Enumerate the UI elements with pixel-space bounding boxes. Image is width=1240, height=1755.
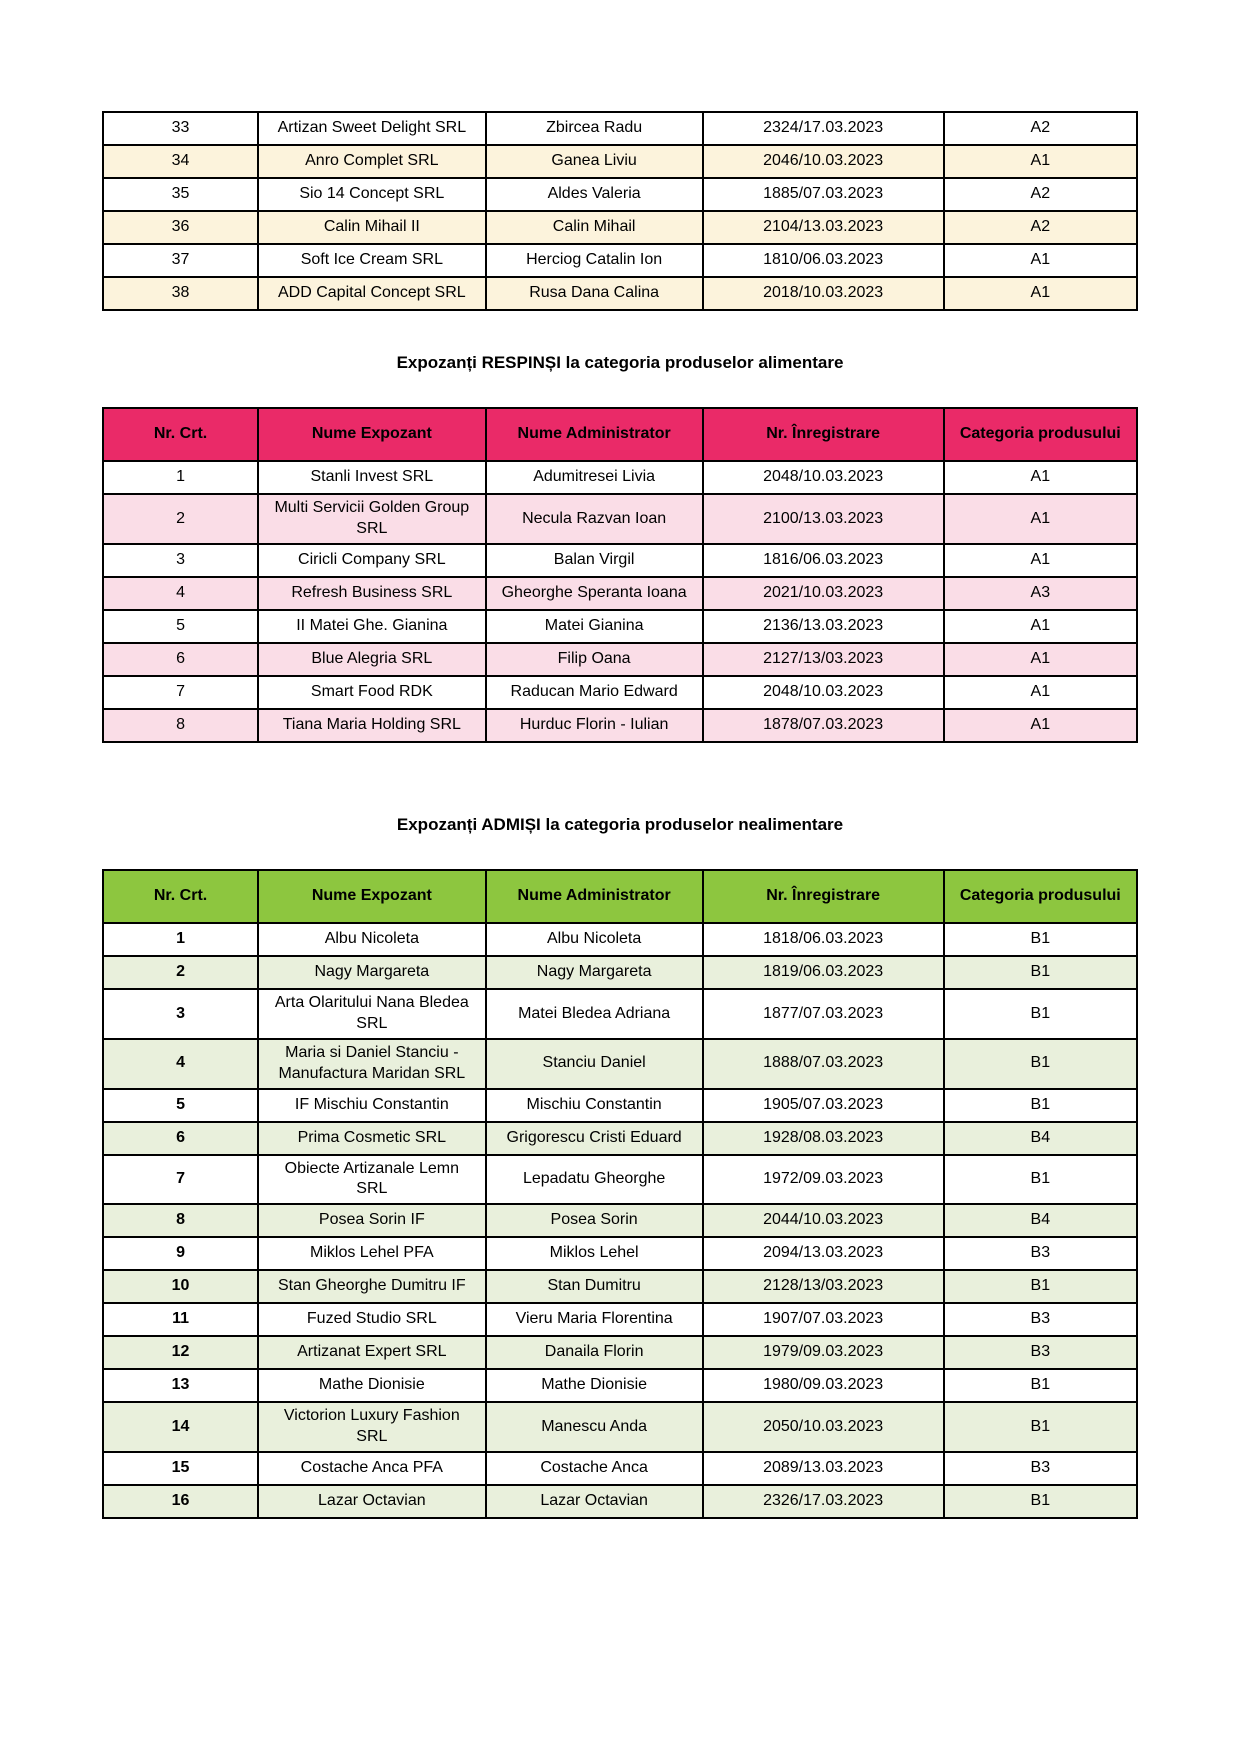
cell-expozant: Smart Food RDK [258,676,485,709]
table-header-row [103,408,1137,461]
table-row [103,1485,1137,1518]
cell-administrator: Hurduc Florin - Iulian [486,709,703,742]
cell-categoria: A2 [944,178,1137,211]
table-row [103,145,1137,178]
cell-nr: 5 [103,1089,258,1122]
table-row [103,461,1137,494]
cell-categoria: B3 [944,1303,1137,1336]
table-row [103,610,1137,643]
cell-categoria: B3 [944,1237,1137,1270]
cell-administrator: Posea Sorin [486,1204,703,1237]
table-row [103,1122,1137,1155]
table-row [103,244,1137,277]
cell-nr: 37 [103,244,258,277]
table-row [103,1204,1137,1237]
cell-administrator: Adumitresei Livia [486,461,703,494]
column-header-expozant: Nume Expozant [258,408,485,461]
cell-nr: 4 [103,577,258,610]
cell-administrator: Stanciu Daniel [486,1039,703,1089]
table-row [103,178,1137,211]
cell-expozant: Stanli Invest SRL [258,461,485,494]
cell-expozant: Stan Gheorghe Dumitru IF [258,1270,485,1303]
cell-administrator: Matei Bledea Adriana [486,989,703,1039]
cell-inregistrare: 1819/06.03.2023 [703,956,944,989]
cell-inregistrare: 1816/06.03.2023 [703,544,944,577]
cell-inregistrare: 1928/08.03.2023 [703,1122,944,1155]
table-row [103,1369,1137,1402]
cell-categoria: A1 [944,643,1137,676]
cell-categoria: B1 [944,1270,1137,1303]
cell-administrator: Lepadatu Gheorghe [486,1155,703,1205]
cell-expozant: Albu Nicoleta [258,923,485,956]
cell-nr: 12 [103,1336,258,1369]
cell-nr: 8 [103,709,258,742]
cell-inregistrare: 2127/13/03.2023 [703,643,944,676]
cell-categoria: B1 [944,956,1137,989]
cell-inregistrare: 1818/06.03.2023 [703,923,944,956]
cell-categoria: A1 [944,461,1137,494]
cell-nr: 6 [103,1122,258,1155]
cell-inregistrare: 1980/09.03.2023 [703,1369,944,1402]
cell-nr: 16 [103,1485,258,1518]
cell-administrator: Miklos Lehel [486,1237,703,1270]
cell-nr: 2 [103,494,258,544]
cell-inregistrare: 2048/10.03.2023 [703,676,944,709]
cell-categoria: A1 [944,709,1137,742]
cell-expozant: Blue Alegria SRL [258,643,485,676]
cell-nr: 2 [103,956,258,989]
cell-inregistrare: 2326/17.03.2023 [703,1485,944,1518]
table-admisi-alimentare-continuation [102,111,1138,311]
cell-expozant: II Matei Ghe. Gianina [258,610,485,643]
cell-categoria: A1 [944,277,1137,310]
cell-expozant: ADD Capital Concept SRL [258,277,485,310]
cell-inregistrare: 2050/10.03.2023 [703,1402,944,1452]
cell-categoria: A1 [944,676,1137,709]
table-row [103,494,1137,544]
table-row [103,1402,1137,1452]
section-title-respinsi: Expozanți RESPINȘI la categoria produselor alimentare [396,353,844,372]
table-row [103,1336,1137,1369]
cell-expozant: Miklos Lehel PFA [258,1237,485,1270]
cell-categoria: B4 [944,1122,1137,1155]
cell-expozant: Prima Cosmetic SRL [258,1122,485,1155]
cell-expozant: Lazar Octavian [258,1485,485,1518]
cell-administrator: Matei Gianina [486,610,703,643]
cell-categoria: B1 [944,1039,1137,1089]
cell-expozant: Maria si Daniel Stanciu - Manufactura Maridan SRL [258,1039,485,1089]
cell-administrator: Aldes Valeria [486,178,703,211]
cell-administrator: Balan Virgil [486,544,703,577]
cell-expozant: Posea Sorin IF [258,1204,485,1237]
cell-expozant: Refresh Business SRL [258,577,485,610]
column-header-nr: Nr. Crt. [103,870,258,923]
cell-inregistrare: 1905/07.03.2023 [703,1089,944,1122]
cell-administrator: Filip Oana [486,643,703,676]
cell-administrator: Herciog Catalin Ion [486,244,703,277]
cell-categoria: A2 [944,112,1137,145]
table-row [103,989,1137,1039]
cell-administrator: Calin Mihail [486,211,703,244]
cell-administrator: Grigorescu Cristi Eduard [486,1122,703,1155]
column-header-expozant: Nume Expozant [258,870,485,923]
cell-expozant: Calin Mihail II [258,211,485,244]
table-row [103,577,1137,610]
column-header-administrator: Nume Administrator [486,408,703,461]
cell-inregistrare: 1907/07.03.2023 [703,1303,944,1336]
cell-nr: 10 [103,1270,258,1303]
cell-expozant: Fuzed Studio SRL [258,1303,485,1336]
cell-expozant: Tiana Maria Holding SRL [258,709,485,742]
cell-administrator: Costache Anca [486,1452,703,1485]
cell-categoria: A1 [944,244,1137,277]
cell-inregistrare: 2104/13.03.2023 [703,211,944,244]
table-header-row [103,870,1137,923]
cell-nr: 1 [103,461,258,494]
table-respinsi-alimentare [102,407,1138,743]
cell-inregistrare: 2136/13.03.2023 [703,610,944,643]
cell-nr: 8 [103,1204,258,1237]
cell-expozant: Anro Complet SRL [258,145,485,178]
cell-administrator: Stan Dumitru [486,1270,703,1303]
cell-expozant: Arta Olaritului Nana Bledea SRL [258,989,485,1039]
cell-expozant: Mathe Dionisie [258,1369,485,1402]
table-row [103,1452,1137,1485]
cell-inregistrare: 1885/07.03.2023 [703,178,944,211]
cell-inregistrare: 2094/13.03.2023 [703,1237,944,1270]
table-row [103,1155,1137,1205]
cell-expozant: Nagy Margareta [258,956,485,989]
cell-nr: 9 [103,1237,258,1270]
cell-administrator: Lazar Octavian [486,1485,703,1518]
cell-inregistrare: 1979/09.03.2023 [703,1336,944,1369]
cell-administrator: Vieru Maria Florentina [486,1303,703,1336]
cell-administrator: Gheorghe Speranta Ioana [486,577,703,610]
cell-administrator: Raducan Mario Edward [486,676,703,709]
cell-administrator: Danaila Florin [486,1336,703,1369]
cell-nr: 35 [103,178,258,211]
cell-inregistrare: 1972/09.03.2023 [703,1155,944,1205]
column-header-inregistrare: Nr. Înregistrare [703,408,944,461]
cell-expozant: Ciricli Company SRL [258,544,485,577]
table-row [103,544,1137,577]
table-row [103,709,1137,742]
cell-expozant: IF Mischiu Constantin [258,1089,485,1122]
cell-categoria: B3 [944,1336,1137,1369]
cell-administrator: Manescu Anda [486,1402,703,1452]
cell-expozant: Soft Ice Cream SRL [258,244,485,277]
cell-administrator: Zbircea Radu [486,112,703,145]
table-row [103,112,1137,145]
table-row [103,643,1137,676]
cell-categoria: A1 [944,145,1137,178]
cell-categoria: B1 [944,923,1137,956]
cell-categoria: B1 [944,1155,1137,1205]
cell-nr: 7 [103,676,258,709]
cell-inregistrare: 2128/13/03.2023 [703,1270,944,1303]
cell-inregistrare: 2046/10.03.2023 [703,145,944,178]
table-row [103,676,1137,709]
cell-administrator: Mischiu Constantin [486,1089,703,1122]
cell-categoria: B4 [944,1204,1137,1237]
cell-categoria: B1 [944,1485,1137,1518]
cell-nr: 36 [103,211,258,244]
cell-categoria: B1 [944,989,1137,1039]
cell-administrator: Necula Razvan Ioan [486,494,703,544]
cell-categoria: A1 [944,610,1137,643]
cell-inregistrare: 1878/07.03.2023 [703,709,944,742]
cell-expozant: Obiecte Artizanale Lemn SRL [258,1155,485,1205]
table-row [103,1270,1137,1303]
cell-nr: 4 [103,1039,258,1089]
cell-categoria: A1 [944,494,1137,544]
table-row [103,277,1137,310]
cell-administrator: Nagy Margareta [486,956,703,989]
cell-administrator: Ganea Liviu [486,145,703,178]
cell-categoria: B3 [944,1452,1137,1485]
table-admisi-nealimentare [102,869,1138,1518]
cell-nr: 3 [103,989,258,1039]
cell-nr: 15 [103,1452,258,1485]
section-title-admisi: Expozanți ADMIȘI la categoria produselor nealimentare [396,814,844,834]
cell-inregistrare: 1877/07.03.2023 [703,989,944,1039]
table-row [103,1089,1137,1122]
cell-inregistrare: 2089/13.03.2023 [703,1452,944,1485]
cell-nr: 13 [103,1369,258,1402]
cell-categoria: B1 [944,1369,1137,1402]
cell-administrator: Rusa Dana Calina [486,277,703,310]
table-row [103,1237,1137,1270]
cell-categoria: B1 [944,1089,1137,1122]
cell-expozant: Artizan Sweet Delight SRL [258,112,485,145]
cell-inregistrare: 1810/06.03.2023 [703,244,944,277]
cell-nr: 38 [103,277,258,310]
cell-expozant: Victorion Luxury Fashion SRL [258,1402,485,1452]
cell-expozant: Artizanat Expert SRL [258,1336,485,1369]
cell-nr: 6 [103,643,258,676]
column-header-administrator: Nume Administrator [486,870,703,923]
cell-administrator: Albu Nicoleta [486,923,703,956]
table-row [103,923,1137,956]
cell-nr: 1 [103,923,258,956]
column-header-categoria: Categoria produsului [944,408,1137,461]
cell-administrator: Mathe Dionisie [486,1369,703,1402]
cell-inregistrare: 2324/17.03.2023 [703,112,944,145]
cell-nr: 7 [103,1155,258,1205]
cell-nr: 34 [103,145,258,178]
cell-categoria: A2 [944,211,1137,244]
cell-inregistrare: 1888/07.03.2023 [703,1039,944,1089]
cell-categoria: A3 [944,577,1137,610]
cell-categoria: B1 [944,1402,1137,1452]
table-row [103,211,1137,244]
cell-inregistrare: 2018/10.03.2023 [703,277,944,310]
column-header-categoria: Categoria produsului [944,870,1137,923]
cell-expozant: Multi Servicii Golden Group SRL [258,494,485,544]
cell-inregistrare: 2100/13.03.2023 [703,494,944,544]
cell-expozant: Sio 14 Concept SRL [258,178,485,211]
cell-nr: 14 [103,1402,258,1452]
cell-expozant: Costache Anca PFA [258,1452,485,1485]
cell-inregistrare: 2021/10.03.2023 [703,577,944,610]
cell-inregistrare: 2044/10.03.2023 [703,1204,944,1237]
table-row [103,956,1137,989]
column-header-inregistrare: Nr. Înregistrare [703,870,944,923]
cell-categoria: A1 [944,544,1137,577]
table-row [103,1303,1137,1336]
cell-nr: 3 [103,544,258,577]
column-header-nr: Nr. Crt. [103,408,258,461]
cell-nr: 33 [103,112,258,145]
table-row [103,1039,1137,1089]
cell-inregistrare: 2048/10.03.2023 [703,461,944,494]
cell-nr: 5 [103,610,258,643]
cell-nr: 11 [103,1303,258,1336]
